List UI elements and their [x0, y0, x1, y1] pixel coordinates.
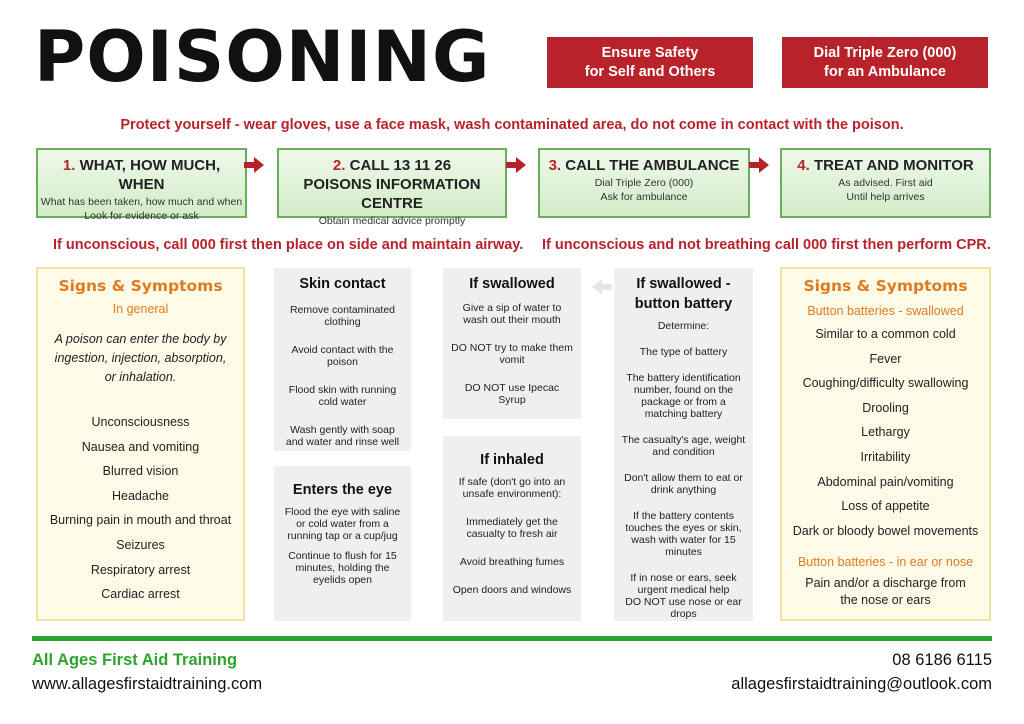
- step-1-box: [36, 148, 247, 222]
- page-title: POISONING: [34, 16, 491, 98]
- list-item: Blurred vision: [102, 464, 179, 479]
- enters-eye-heading: Enters the eye: [292, 482, 393, 498]
- list-item: If in nose or ears, seek urgent medical help: [630, 572, 737, 596]
- cpr-warning: If unconscious and not breathing call 000 first then perform CPR.: [542, 237, 991, 253]
- list-item: The type of battery: [639, 346, 728, 358]
- list-item: Open doors and windows: [452, 584, 572, 596]
- step-4-title-text: TREAT AND MONITOR: [813, 157, 974, 174]
- signs-symptoms-battery-panel: [780, 267, 991, 621]
- list-item: Nausea and vomiting: [81, 439, 200, 454]
- list-item: Drooling: [862, 400, 909, 415]
- step-2-title: [279, 156, 505, 175]
- arrow-right-icon: [516, 157, 526, 173]
- footer-organization: All Ages First Aid Training: [32, 651, 238, 669]
- list-item: Coughing/difficulty swallowing: [802, 376, 969, 391]
- list-item: Respiratory arrest: [90, 562, 191, 577]
- step-4-number: 4.: [797, 157, 810, 174]
- button-battery-panel: [614, 268, 753, 621]
- skin-contact-heading: Skin contact: [299, 276, 386, 292]
- skin-contact-panel: [274, 268, 411, 451]
- list-item: Fever: [869, 351, 902, 366]
- list-item: Determine:: [657, 320, 710, 332]
- signs-subheading: In general: [112, 302, 169, 316]
- list-item: Unconsciousness: [91, 415, 190, 429]
- list-item: Dark or bloody bowel movements: [792, 523, 979, 538]
- arrow-right-icon: [759, 157, 769, 173]
- signs-heading: Signs & Symptoms: [803, 277, 968, 295]
- step-1-number: 1.: [62, 157, 76, 174]
- list-item: Flood skin with running cold water: [288, 384, 397, 408]
- footer-divider: [32, 636, 992, 641]
- step-1-title-text: WHAT, HOW MUCH, WHEN: [79, 157, 221, 193]
- footer-phone: 08 6186 6115: [892, 651, 992, 669]
- step-2-sub1: Obtain medical advice promptly: [318, 215, 466, 227]
- step-1-sub1: What has been taken, how much and when: [40, 196, 243, 208]
- list-item: Wash gently with soap and water and rinse well: [285, 424, 400, 448]
- list-item: The casualty's age, weight and condition: [621, 434, 746, 458]
- ensure-safety-box: [547, 37, 753, 88]
- list-item: Similar to a common cold: [815, 327, 956, 341]
- step-1-title: [38, 156, 245, 194]
- footer-website-link[interactable]: www.allagesfirstaidtraining.com: [32, 675, 263, 693]
- list-item: The battery identification number, found on the package or from a matching battery: [626, 372, 741, 420]
- list-item: If the battery contents touches the eyes or skin, wash with water for 15 minutes: [625, 510, 742, 558]
- list-item: Give a sip of water to wash out their mouth: [462, 302, 562, 326]
- list-item: Loss of appetite: [841, 499, 930, 514]
- protect-yourself-note: Protect yourself - wear gloves, use a face mask, wash contaminated area, do not come in contact with the poison.: [120, 117, 904, 133]
- list-item: Irritability: [860, 449, 911, 464]
- list-item: DO NOT use Ipecac Syrup: [464, 382, 560, 406]
- list-item: DO NOT try to make them vomit: [451, 342, 573, 366]
- step-3-title: [540, 156, 748, 175]
- list-item: Headache: [112, 488, 169, 503]
- list-item: Burning pain in mouth and throat: [49, 513, 232, 528]
- step-1-sub2: Look for evidence or ask: [84, 209, 199, 222]
- arrow-left-icon: [592, 279, 602, 295]
- battery-ear-nose-list: [782, 575, 989, 609]
- list-item: Continue to flush for 15 minutes, holding the eyelids open: [288, 550, 397, 586]
- if-swallowed-panel: [443, 268, 581, 419]
- list-item: Immediately get the casualty to fresh air: [466, 516, 558, 540]
- step-4-sub1: As advised. First aid: [838, 177, 933, 189]
- battery-ear-nose-subheading: Button batteries - in ear or nose: [797, 555, 974, 570]
- footer-email-link[interactable]: allagesfirstaidtraining@outlook.com: [731, 675, 992, 693]
- if-inhaled-heading: If inhaled: [480, 452, 544, 468]
- if-swallowed-heading: If swallowed: [469, 276, 555, 292]
- step-2-box: [277, 148, 507, 227]
- dial-000-line1: Dial Triple Zero (000): [813, 44, 957, 61]
- step-4-box: [780, 148, 991, 218]
- battery-swallowed-subheading: Button batteries - swallowed: [807, 304, 964, 318]
- list-item: Seizures: [116, 537, 165, 552]
- battery-swallowed-list: [782, 322, 989, 543]
- button-battery-heading: If swallowed - button battery: [634, 276, 733, 312]
- ensure-safety-line2: for Self and Others: [584, 63, 716, 80]
- enters-eye-panel: [274, 466, 411, 621]
- signs-intro: A poison can enter the body by ingestion, injection, absorption, or inhalation.: [54, 332, 227, 384]
- step-3-box: [538, 148, 750, 218]
- arrow-right-icon: [254, 157, 264, 173]
- list-item: Don't allow them to eat or drink anything: [624, 472, 743, 496]
- if-inhaled-panel: [443, 436, 581, 621]
- step-2-title2: POISONS INFORMATION CENTRE: [303, 176, 481, 212]
- signs-list: [38, 410, 243, 607]
- list-item: Abdominal pain/vomiting: [817, 474, 954, 489]
- step-3-title-text: CALL THE AMBULANCE: [565, 157, 740, 174]
- step-4-title: [782, 156, 989, 175]
- list-item: Lethargy: [861, 425, 910, 440]
- list-item: Flood the eye with saline or cold water from a running tap or a cup/jug: [284, 506, 401, 542]
- step-3-sub2: Ask for ambulance: [600, 190, 688, 203]
- dial-000-line2: for an Ambulance: [824, 63, 946, 80]
- list-item: Cardiac arrest: [101, 587, 180, 602]
- step-2-number: 2.: [332, 157, 346, 174]
- step-3-number: 3.: [548, 157, 562, 174]
- signs-heading: Signs & Symptoms: [58, 277, 223, 295]
- list-item: Avoid contact with the poison: [291, 344, 394, 368]
- step-4-sub2: Until help arrives: [846, 190, 925, 203]
- ensure-safety-line1: Ensure Safety: [601, 44, 699, 61]
- list-item: Remove contaminated clothing: [289, 304, 396, 328]
- signs-symptoms-general-panel: [36, 267, 245, 621]
- dial-000-box: [782, 37, 988, 88]
- list-item: Pain and/or a discharge from the nose or ears: [805, 576, 966, 608]
- step-3-sub1: Dial Triple Zero (000): [594, 177, 694, 189]
- list-item: Avoid breathing fumes: [459, 556, 565, 568]
- list-item: DO NOT use nose or ear drops: [625, 596, 742, 620]
- list-item: If safe (don't go into an unsafe environment):: [458, 476, 566, 500]
- unconscious-warning: If unconscious, call 000 first then place on side and maintain airway.: [53, 237, 524, 253]
- step-2-title-text: CALL 13 11 26: [349, 157, 452, 174]
